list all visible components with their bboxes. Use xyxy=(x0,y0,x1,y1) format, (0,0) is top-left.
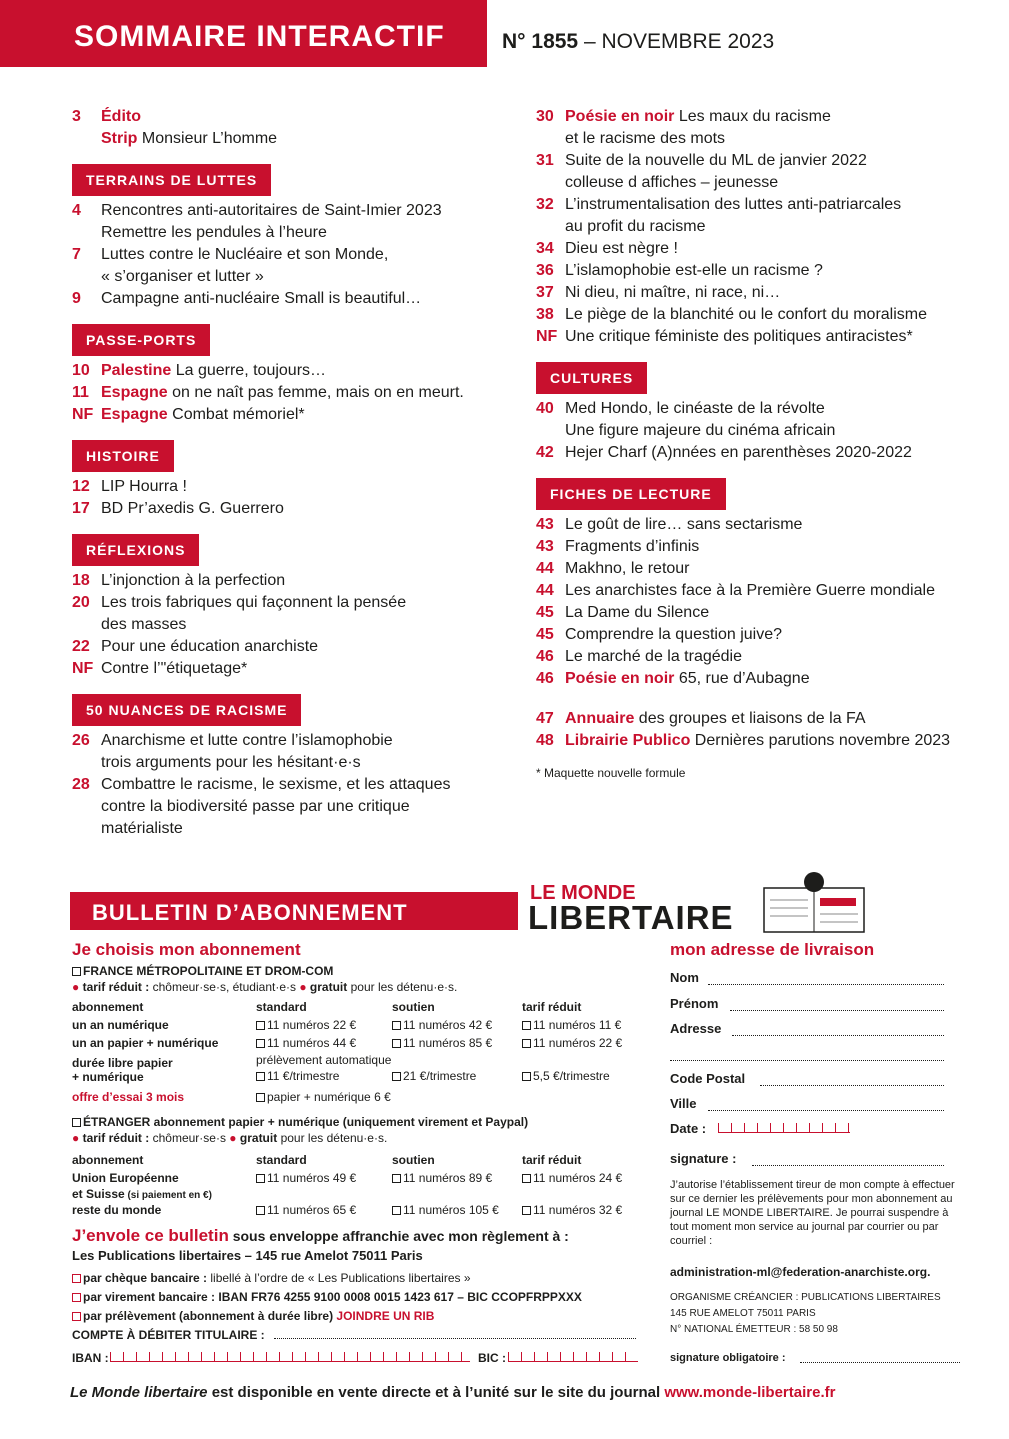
toc-entry[interactable] xyxy=(536,398,986,420)
creditor-line-2: 145 RUE AMELOT 75011 PARIS xyxy=(670,1308,816,1319)
bulletin-title: BULLETIN D’ABONNEMENT xyxy=(92,900,408,925)
pay-transfer-option[interactable]: par virement bancaire : IBAN FR76 4255 9100 0008 0015 1423 617 – BIC CCOPFRPPXXX xyxy=(72,1289,582,1305)
entry-text: Les maux du racisme xyxy=(674,108,831,125)
issue-info: N° 1855 – NOVEMBRE 2023 xyxy=(502,30,775,53)
entry-title xyxy=(101,360,512,382)
entry-title xyxy=(565,128,986,150)
page-number: 48 xyxy=(536,732,554,749)
entry-title xyxy=(565,172,986,194)
entry-title xyxy=(565,646,986,668)
entry-text: Combattre le racisme, le sexisme, et les attaques xyxy=(101,776,451,793)
postal-code-field[interactable] xyxy=(760,1085,944,1086)
entry-title xyxy=(565,730,986,752)
entry-title xyxy=(565,708,986,730)
entry-title xyxy=(565,580,986,602)
entry-keyword: Poésie en noir xyxy=(565,108,675,125)
account-holder-field[interactable] xyxy=(274,1338,636,1339)
entry-keyword: Espagne xyxy=(101,406,168,423)
entry-text: L’instrumentalisation des luttes anti-patriarcales xyxy=(565,196,902,213)
page-number: 17 xyxy=(72,500,90,517)
account-holder-label: COMPTE À DÉBITER TITULAIRE : xyxy=(72,1328,265,1342)
toc-entry[interactable] xyxy=(72,570,512,592)
entry-text: LIP Hourra ! xyxy=(101,478,187,495)
contact-email: administration-ml@federation-anarchiste.org. xyxy=(670,1265,931,1279)
entry-text: Luttes contre le Nucléaire et son Monde, xyxy=(101,246,389,263)
toc-left-column xyxy=(72,106,512,840)
entry-text: Dieu est nègre ! xyxy=(565,240,678,257)
page-number xyxy=(72,818,101,840)
entry-text: Contre l’"étiquetage* xyxy=(101,660,248,677)
entry-title xyxy=(565,260,986,282)
entry-title xyxy=(565,106,986,128)
entry-text: Comprendre la question juive? xyxy=(565,626,783,643)
entry-title xyxy=(565,536,986,558)
foreign-price-grid: abonnement standard soutien tarif réduit Union Européenne 11 numéros 49 € 11 numéros 89 € 11 numéros 24 € et Suisse (si paiement en €) reste du monde 11 numéros 65 € 11 numéros 105 € 11 numéros 32 € xyxy=(72,1153,623,1217)
page-number: 38 xyxy=(536,306,554,323)
entry-title xyxy=(565,238,986,260)
bic-field[interactable] xyxy=(508,1352,638,1362)
page-number xyxy=(72,752,101,774)
toc-entry[interactable] xyxy=(72,796,512,818)
section-header: HISTOIRE xyxy=(72,440,174,472)
entry-text: Monsieur L’homme xyxy=(137,130,278,147)
entry-title xyxy=(565,624,986,646)
toc-entry[interactable] xyxy=(72,730,512,752)
toc-entry[interactable] xyxy=(72,614,512,636)
entry-title xyxy=(101,404,512,426)
toc-entry[interactable] xyxy=(536,580,986,602)
firstname-field[interactable] xyxy=(730,1010,944,1011)
toc-entry[interactable] xyxy=(536,420,986,442)
entry-text: Anarchisme et lutte contre l’islamophobie xyxy=(101,732,393,749)
logo-le-monde: LE MONDE xyxy=(530,882,636,904)
page-number: 45 xyxy=(536,604,554,621)
toc-entry[interactable] xyxy=(536,106,986,128)
toc-entry[interactable] xyxy=(72,774,512,796)
entry-text: Les trois fabriques qui façonnent la pensée xyxy=(101,594,407,611)
signature-required-field[interactable] xyxy=(800,1362,960,1363)
page-number xyxy=(536,420,565,442)
entry-title xyxy=(565,282,986,304)
entry-title xyxy=(565,420,986,442)
date-field[interactable] xyxy=(718,1123,850,1133)
page-number: NF xyxy=(72,660,94,677)
entry-title xyxy=(101,636,512,658)
toc-entry[interactable] xyxy=(72,658,512,680)
page-number: 30 xyxy=(536,108,554,125)
entry-text: 65, rue d’Aubagne xyxy=(674,670,810,687)
page-number: 28 xyxy=(72,776,90,793)
page-number xyxy=(536,172,565,194)
name-label: Nom xyxy=(670,970,699,985)
page-number: 34 xyxy=(536,240,554,257)
entry-text: La Dame du Silence xyxy=(565,604,710,621)
signature-required-label: signature obligatoire : xyxy=(670,1352,786,1364)
entry-title xyxy=(101,658,512,680)
page-number: 36 xyxy=(536,262,554,279)
entry-text: BD Pr’axedis G. Guerrero xyxy=(101,500,284,517)
entry-title xyxy=(101,244,512,266)
entry-text: Le marché de la tragédie xyxy=(565,648,742,665)
toc-entry[interactable] xyxy=(536,514,986,536)
entry-text: « s’organiser et lutter » xyxy=(101,268,264,285)
entry-text: Combat mémoriel* xyxy=(167,406,305,423)
page-number: NF xyxy=(536,328,558,345)
iban-field[interactable] xyxy=(110,1352,470,1362)
bic-label: BIC : xyxy=(478,1351,506,1365)
entry-title xyxy=(101,382,512,404)
entry-text: trois arguments pour les hésitant·e·s xyxy=(101,754,361,771)
entry-text: Hejer Charf (A)nnées en parenthèses 2020-2022 xyxy=(565,444,912,461)
entry-keyword: Librairie Publico xyxy=(565,732,691,749)
entry-title xyxy=(101,222,512,244)
toc-entry[interactable] xyxy=(72,404,512,426)
authorization-text: J’autorise l’établissement tireur de mon compte à effectuer sur ce dernier les prélèvements pour mon abonnement au journal LE MONDE LIBERTAIRE. Je pourrai suspendre à tout moment mon service au journal par courrier ou par courriel : xyxy=(670,1179,955,1247)
entry-title xyxy=(565,558,986,580)
page-number: 43 xyxy=(536,516,554,533)
entry-title xyxy=(101,498,512,520)
entry-title xyxy=(101,752,512,774)
entry-title xyxy=(101,592,512,614)
creditor-line-3: N° NATIONAL ÉMETTEUR : 58 50 98 xyxy=(670,1324,838,1335)
entry-keyword: Espagne xyxy=(101,384,168,401)
date-label: Date : xyxy=(670,1121,707,1136)
entry-title xyxy=(101,266,512,288)
page-number: 26 xyxy=(72,732,90,749)
signature-label: signature : xyxy=(670,1151,737,1166)
page-number: 20 xyxy=(72,594,90,611)
page-number: NF xyxy=(72,406,94,423)
toc-entry[interactable] xyxy=(72,200,512,222)
postal-code-label: Code Postal xyxy=(670,1071,746,1086)
delivery-heading: mon adresse de livraison xyxy=(670,940,875,959)
entry-title xyxy=(565,602,986,624)
page-number: 3 xyxy=(72,108,81,125)
entry-text: Le goût de lire… sans sectarisme xyxy=(565,516,803,533)
toc-entry[interactable] xyxy=(536,194,986,216)
creditor-line-1: ORGANISME CRÉANCIER : PUBLICATIONS LIBERTAIRES xyxy=(670,1292,941,1303)
reduced-note-foreign: ● tarif réduit : chômeur·se·s ● gratuit pour les détenu·e·s. xyxy=(72,1131,388,1145)
entry-keyword: Édito xyxy=(101,108,141,125)
entry-text: Rencontres anti-autoritaires de Saint-Imier 2023 xyxy=(101,202,442,219)
entry-title xyxy=(101,570,512,592)
entry-text: on ne naît pas femme, mais on en meurt. xyxy=(167,384,464,401)
page-number: 10 xyxy=(72,362,90,379)
entry-title xyxy=(101,818,512,840)
logo-libertaire: LIBERTAIRE xyxy=(528,899,734,936)
section-header: RÉFLEXIONS xyxy=(72,534,199,566)
entry-text: contre la biodiversité passe par une critique xyxy=(101,798,410,815)
signature-field[interactable] xyxy=(752,1165,944,1166)
toc-entry[interactable] xyxy=(72,476,512,498)
france-price-grid: abonnement standard soutien tarif réduit un an numérique 11 numéros 22 € 11 numéros 42 € 11 numéros 11 € un an papier + numérique 11 numéros 44 € 11 numéros 85 € 11 numéros 22 € prélèvement automatique durée libre papier + numérique 11 €/trimestre 21 €/trimestre 5,5 €/trimestre offre d’essai 3 mois papier + numérique 6 € xyxy=(72,1000,623,1104)
page-number: 44 xyxy=(536,582,554,599)
page-number: 11 xyxy=(72,384,89,401)
send-address: Les Publications libertaires – 145 rue Amelot 75011 Paris xyxy=(72,1248,423,1263)
toc-entry[interactable] xyxy=(72,222,512,244)
page-number: 47 xyxy=(536,710,554,727)
address-field[interactable] xyxy=(732,1035,944,1036)
entry-title xyxy=(565,398,986,420)
toc-entry[interactable] xyxy=(72,818,512,840)
entry-text: Campagne anti-nucléaire Small is beautiful… xyxy=(101,290,422,307)
entry-text: et le racisme des mots xyxy=(565,130,726,147)
firstname-label: Prénom xyxy=(670,996,719,1011)
page-number xyxy=(72,222,101,244)
toc-entry[interactable] xyxy=(72,106,512,128)
pay-debit-option[interactable]: par prélèvement (abonnement à durée libre) JOINDRE UN RIB xyxy=(72,1308,434,1324)
section-header: TERRAINS DE LUTTES xyxy=(72,164,271,196)
toc-entry[interactable] xyxy=(72,360,512,382)
section-header: 50 NUANCES DE RACISME xyxy=(72,694,301,726)
entry-text: Makhno, le retour xyxy=(565,560,690,577)
page-number xyxy=(72,614,101,636)
entry-title xyxy=(565,514,986,536)
entry-title xyxy=(565,150,986,172)
entry-text: au profit du racisme xyxy=(565,218,706,235)
website-link[interactable]: www.monde-libertaire.fr xyxy=(664,1384,836,1401)
entry-text: La guerre, toujours… xyxy=(171,362,327,379)
toc-entry[interactable] xyxy=(72,266,512,288)
toc-entry[interactable] xyxy=(536,668,986,690)
page-number: 4 xyxy=(72,202,81,219)
reduced-note-fr: ● tarif réduit : chômeur·se·s, étudiant·e·s ● gratuit pour les détenu·e·s. xyxy=(72,980,458,994)
entry-text: L’injonction à la perfection xyxy=(101,572,286,589)
toc-entry[interactable] xyxy=(536,708,986,730)
entry-title xyxy=(101,796,512,818)
page-number: 44 xyxy=(536,560,554,577)
entry-title xyxy=(565,216,986,238)
entry-text: Med Hondo, le cinéaste de la révolte xyxy=(565,400,825,417)
entry-title xyxy=(101,106,512,128)
toc-entry[interactable] xyxy=(72,382,512,404)
toc-entry[interactable] xyxy=(536,216,986,238)
toc-entry[interactable] xyxy=(536,326,986,348)
toc-entry[interactable] xyxy=(72,288,512,310)
toc-entry[interactable] xyxy=(536,260,986,282)
toc-entry[interactable] xyxy=(536,536,986,558)
page-number: 37 xyxy=(536,284,554,301)
foreign-option[interactable]: ÉTRANGER abonnement papier + numérique (uniquement virement et Paypal) xyxy=(72,1114,528,1130)
page-number xyxy=(536,216,565,238)
page-number: 31 xyxy=(536,152,554,169)
footnote: * Maquette nouvelle formule xyxy=(536,766,686,780)
city-label: Ville xyxy=(670,1096,697,1111)
entry-text: des groupes et liaisons de la FA xyxy=(634,710,866,727)
entry-text: Une figure majeure du cinéma africain xyxy=(565,422,836,439)
entry-title xyxy=(565,304,986,326)
page-number: 7 xyxy=(72,246,81,263)
toc-entry[interactable] xyxy=(536,602,986,624)
entry-text: colleuse d affiches – jeunesse xyxy=(565,174,779,191)
page-number: 42 xyxy=(536,444,554,461)
entry-text: Les anarchistes face à la Première Guerre mondiale xyxy=(565,582,935,599)
choose-heading: Je choisis mon abonnement xyxy=(72,940,301,959)
entry-text: matérialiste xyxy=(101,820,183,837)
page-number xyxy=(72,796,101,818)
entry-title xyxy=(101,288,512,310)
page-title: SOMMAIRE INTERACTIF xyxy=(74,20,445,53)
page-number: 12 xyxy=(72,478,90,495)
section-header: CULTURES xyxy=(536,362,647,394)
toc-entry[interactable] xyxy=(536,558,986,580)
footer: Le Monde libertaire est disponible en vente directe et à l’unité sur le site du journal www.monde-libertaire.fr xyxy=(70,1384,836,1401)
entry-text: Une critique féministe des politiques antiracistes* xyxy=(565,328,913,345)
entry-text: Dernières parutions novembre 2023 xyxy=(690,732,951,749)
toc-entry[interactable] xyxy=(536,646,986,668)
toc-entry[interactable] xyxy=(72,128,512,150)
entry-title xyxy=(565,442,986,464)
page-number: 46 xyxy=(536,648,554,665)
pay-cheque-option[interactable]: par chèque bancaire : libellé à l’ordre de « Les Publications libertaires » xyxy=(72,1270,471,1286)
page-number: 32 xyxy=(536,196,554,213)
entry-title xyxy=(101,476,512,498)
entry-title xyxy=(101,730,512,752)
toc-entry[interactable] xyxy=(536,150,986,172)
entry-keyword: Palestine xyxy=(101,362,172,379)
toc-entry[interactable] xyxy=(72,636,512,658)
toc-entry[interactable] xyxy=(72,498,512,520)
entry-title xyxy=(101,128,512,150)
toc-entry[interactable] xyxy=(72,592,512,614)
toc-entry[interactable] xyxy=(536,128,986,150)
entry-text: Remettre les pendules à l’heure xyxy=(101,224,327,241)
toc-entry[interactable] xyxy=(536,304,986,326)
toc-entry[interactable] xyxy=(536,282,986,304)
entry-title xyxy=(101,774,512,796)
page-number: 43 xyxy=(536,538,554,555)
page-number: 45 xyxy=(536,626,554,643)
entry-title xyxy=(101,200,512,222)
section-header: FICHES DE LECTURE xyxy=(536,478,726,510)
toc-entry[interactable] xyxy=(536,238,986,260)
city-field[interactable] xyxy=(708,1110,944,1111)
toc-entry[interactable] xyxy=(536,172,986,194)
toc-entry[interactable] xyxy=(536,624,986,646)
page-number: 40 xyxy=(536,400,554,417)
newspaper-reader-illustration xyxy=(760,870,868,934)
entry-title xyxy=(565,194,986,216)
entry-title xyxy=(565,326,986,348)
address-field-2[interactable] xyxy=(670,1060,944,1061)
entry-text: Le piège de la blanchité ou le confort du moralisme xyxy=(565,306,927,323)
entry-text: des masses xyxy=(101,616,187,633)
page-number: 18 xyxy=(72,572,90,589)
name-field[interactable] xyxy=(708,984,944,985)
entry-keyword: Poésie en noir xyxy=(565,670,675,687)
toc-entry[interactable] xyxy=(536,442,986,464)
send-instruction: J’envole ce bulletin sous enveloppe affranchie avec mon règlement à : xyxy=(72,1226,569,1245)
address-label: Adresse xyxy=(670,1021,722,1036)
page-number: 46 xyxy=(536,670,554,687)
iban-label: IBAN : xyxy=(72,1351,109,1365)
france-option[interactable]: FRANCE MÉTROPOLITAINE ET DROM-COM xyxy=(72,963,333,979)
section-header: PASSE-PORTS xyxy=(72,324,210,356)
entry-text: Suite de la nouvelle du ML de janvier 2022 xyxy=(565,152,867,169)
toc-entry[interactable] xyxy=(536,730,986,752)
entry-text: Pour une éducation anarchiste xyxy=(101,638,319,655)
entry-text: Ni dieu, ni maître, ni race, ni… xyxy=(565,284,781,301)
entry-keyword: Strip xyxy=(101,130,138,147)
page-number: 9 xyxy=(72,290,81,307)
toc-entry[interactable] xyxy=(72,752,512,774)
entry-text: L’islamophobie est-elle un racisme ? xyxy=(565,262,823,279)
entry-title xyxy=(101,614,512,636)
page-number: 22 xyxy=(72,638,90,655)
page-number xyxy=(536,128,565,150)
toc-entry[interactable] xyxy=(72,244,512,266)
page-number xyxy=(72,128,101,150)
entry-title xyxy=(565,668,986,690)
entry-keyword: Annuaire xyxy=(565,710,635,727)
page-number xyxy=(72,266,101,288)
toc-right-column xyxy=(536,106,986,780)
entry-text: Fragments d’infinis xyxy=(565,538,700,555)
